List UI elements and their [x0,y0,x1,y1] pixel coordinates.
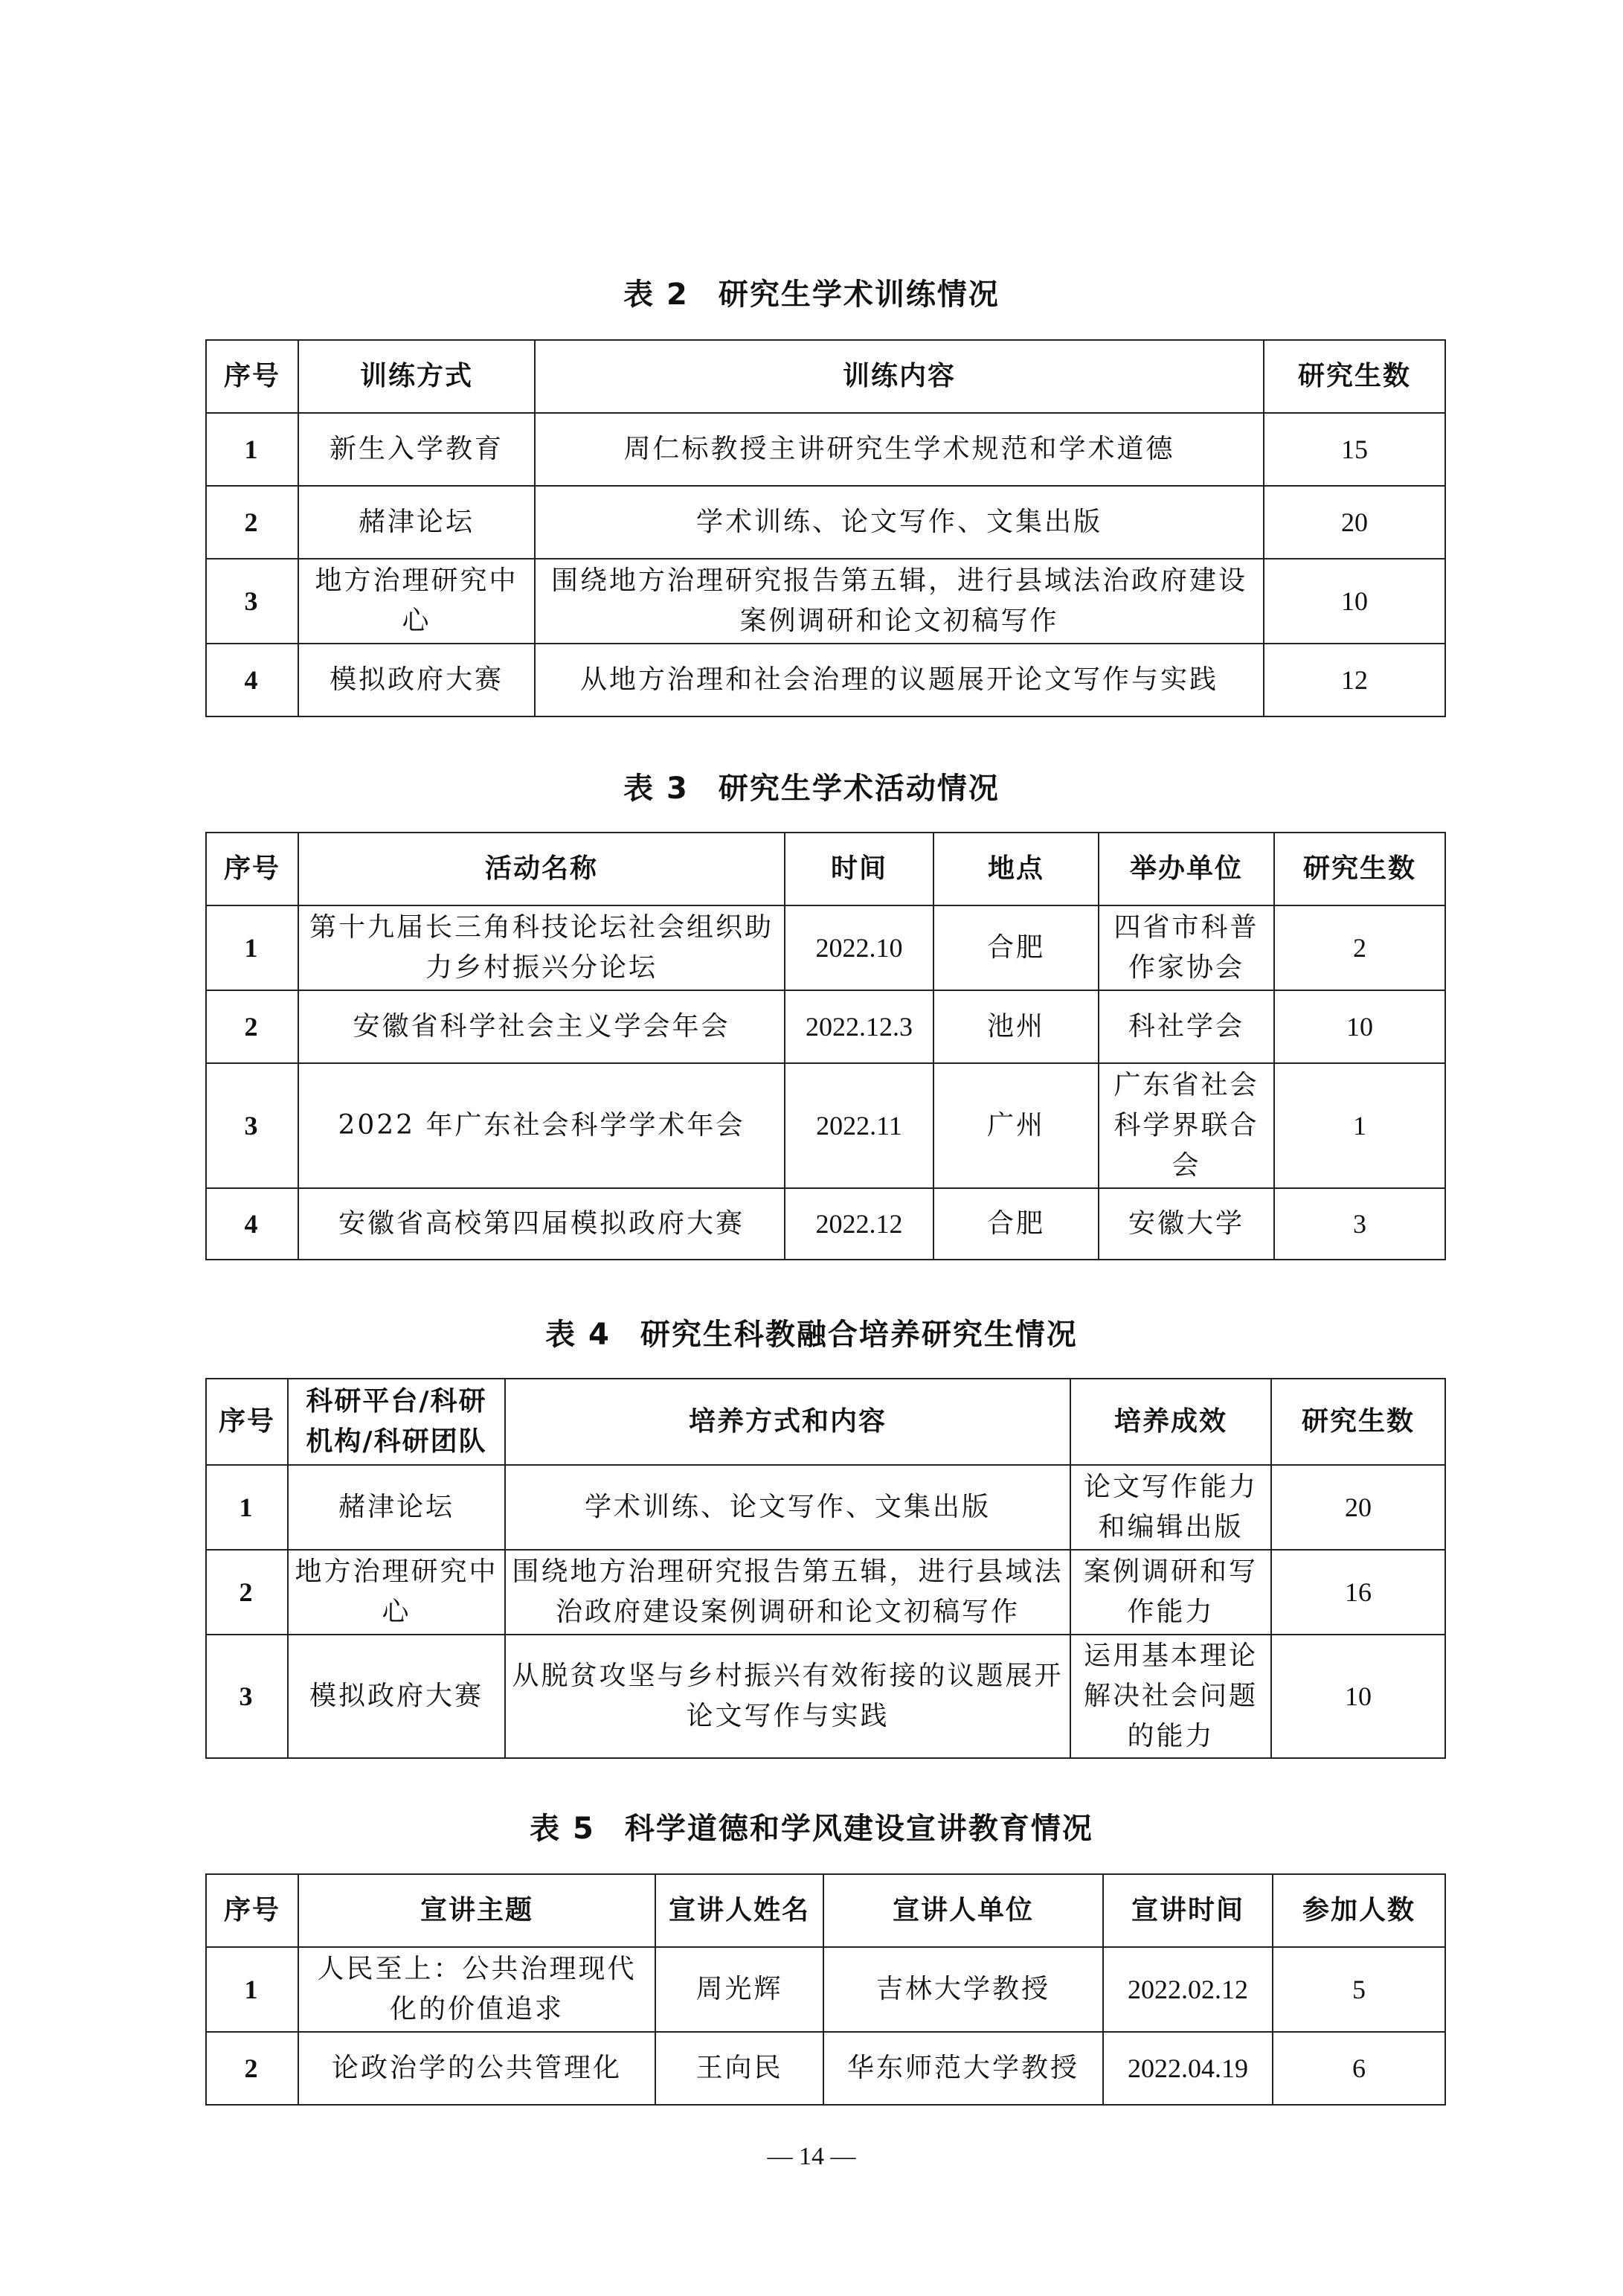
table-cell: 2022.02.12 [1103,1947,1273,2032]
table5-header: 宣讲人单位 [823,1874,1103,1947]
table-cell: 2 [206,2032,298,2105]
table-cell: 华东师范大学教授 [823,2032,1103,2105]
table4-caption-title: 研究生科教融合培养研究生情况 [640,1318,1078,1352]
table-row [206,1947,1445,2032]
table-cell: 1 [1274,1063,1445,1188]
table-cell: 学术训练、论文写作、文集出版 [535,486,1264,559]
table-cell: 合肥 [933,905,1099,990]
table5-caption-title: 科学道德和学风建设宣讲教育情况 [624,1812,1093,1846]
table5-header-row [206,1874,1445,1947]
table-cell: 2022.04.19 [1103,2032,1273,2105]
table2-header: 序号 [206,340,298,413]
table-cell: 围绕地方治理研究报告第五辑，进行县域法治政府建设案例调研和论文初稿写作 [505,1550,1070,1635]
table-cell: 1 [206,1465,288,1550]
table-row [206,486,1445,559]
table-cell: 安徽省高校第四届模拟政府大赛 [298,1188,785,1260]
table-cell: 运用基本理论解决社会问题的能力 [1070,1635,1271,1758]
table5-header: 宣讲主题 [298,1874,655,1947]
table-cell: 1 [206,1947,298,2032]
table-cell: 16 [1271,1550,1445,1635]
table-cell: 安徽大学 [1099,1188,1274,1260]
table2-caption-title: 研究生学术训练情况 [718,278,1000,312]
table-cell: 模拟政府大赛 [288,1635,505,1758]
table-cell: 地方治理研究中心 [298,559,535,644]
table-cell: 第十九届长三角科技论坛社会组织助力乡村振兴分论坛 [298,905,785,990]
table5-caption-number: 表 5 [530,1812,595,1846]
table-cell: 2022.12.3 [785,990,933,1063]
table-cell: 周光辉 [655,1947,823,2032]
table-cell: 3 [206,1063,298,1188]
table-cell: 2022.11 [785,1063,933,1188]
table5-header: 序号 [206,1874,298,1947]
table2 [205,339,1446,717]
table-cell: 10 [1271,1635,1445,1758]
table-cell: 2 [206,486,298,559]
table-row [206,559,1445,644]
table4-header: 序号 [206,1379,288,1465]
table2-caption-number: 表 2 [623,278,689,312]
table-cell: 论文写作能力和编辑出版 [1070,1465,1271,1550]
table4-header: 科研平台/科研机构/科研团队 [288,1379,505,1465]
table2-header: 训练内容 [535,340,1264,413]
table2-caption [0,274,1623,315]
table-cell: 1 [206,905,298,990]
table-cell: 2022.12 [785,1188,933,1260]
table-cell: 1 [206,413,298,486]
table4 [205,1378,1446,1759]
table3-header: 举办单位 [1099,833,1274,905]
table4-header: 研究生数 [1271,1379,1445,1465]
table-cell: 4 [206,644,298,716]
table3-caption-number: 表 3 [623,772,689,806]
table4-header: 培养成效 [1070,1379,1271,1465]
table-cell: 20 [1271,1465,1445,1550]
table5-caption [0,1808,1623,1850]
table-cell: 合肥 [933,1188,1099,1260]
table-row [206,1188,1445,1260]
table2-header: 训练方式 [298,340,535,413]
table-cell: 王向民 [655,2032,823,2105]
table3-caption-title: 研究生学术活动情况 [718,772,1000,806]
table-cell: 3 [206,559,298,644]
table2-header: 研究生数 [1264,340,1445,413]
table-cell: 周仁标教授主讲研究生学术规范和学术道德 [535,413,1264,486]
table3-header: 活动名称 [298,833,785,905]
page-number: — 14 — [767,2143,856,2170]
table-cell: 案例调研和写作能力 [1070,1550,1271,1635]
table-row [206,1465,1445,1550]
table-cell: 3 [206,1635,288,1758]
table5-header: 宣讲时间 [1103,1874,1273,1947]
table-cell: 吉林大学教授 [823,1947,1103,2032]
table-cell: 人民至上：公共治理现代化的价值追求 [298,1947,655,2032]
table-cell: 赭津论坛 [298,486,535,559]
table-cell: 安徽省科学社会主义学会年会 [298,990,785,1063]
table5-header: 宣讲人姓名 [655,1874,823,1947]
table-cell: 四省市科普作家协会 [1099,905,1274,990]
table4-caption [0,1314,1623,1356]
table-cell: 12 [1264,644,1445,716]
table3-header: 序号 [206,833,298,905]
table-cell: 2022.10 [785,905,933,990]
table-cell: 2 [206,990,298,1063]
table-cell: 模拟政府大赛 [298,644,535,716]
table-cell: 5 [1273,1947,1445,2032]
table5 [205,1873,1446,2106]
table4-header-row [206,1379,1445,1465]
table-row [206,413,1445,486]
table-cell: 科社学会 [1099,990,1274,1063]
table-cell: 论政治学的公共管理化 [298,2032,655,2105]
table-row [206,905,1445,990]
table-cell: 从脱贫攻坚与乡村振兴有效衔接的议题展开论文写作与实践 [505,1635,1070,1758]
table-cell: 从地方治理和社会治理的议题展开论文写作与实践 [535,644,1264,716]
table5-header: 参加人数 [1273,1874,1445,1947]
table-cell: 6 [1273,2032,1445,2105]
table3-header-row [206,833,1445,905]
table-cell: 学术训练、论文写作、文集出版 [505,1465,1070,1550]
table-row [206,2032,1445,2105]
table-cell: 新生入学教育 [298,413,535,486]
table3-header: 时间 [785,833,933,905]
table-cell: 池州 [933,990,1099,1063]
table4-header: 培养方式和内容 [505,1379,1070,1465]
table-cell: 10 [1274,990,1445,1063]
table-cell: 2 [206,1550,288,1635]
table-cell: 15 [1264,413,1445,486]
table-row [206,1550,1445,1635]
table-cell: 4 [206,1188,298,1260]
table-cell: 广东省社会科学界联合会 [1099,1063,1274,1188]
table4-caption-number: 表 4 [545,1318,611,1352]
table-row [206,1635,1445,1758]
table3-caption [0,768,1623,809]
table-row [206,1063,1445,1188]
table-cell: 2 [1274,905,1445,990]
table-cell: 围绕地方治理研究报告第五辑，进行县域法治政府建设案例调研和论文初稿写作 [535,559,1264,644]
table-row [206,990,1445,1063]
table-cell: 20 [1264,486,1445,559]
table3-header: 地点 [933,833,1099,905]
table3 [205,832,1446,1260]
table-cell: 10 [1264,559,1445,644]
table3-header: 研究生数 [1274,833,1445,905]
table-cell: 2022 年广东社会科学学术年会 [298,1063,785,1188]
table2-header-row [206,340,1445,413]
table-row [206,644,1445,716]
table-cell: 地方治理研究中心 [288,1550,505,1635]
table-cell: 广州 [933,1063,1099,1188]
table-cell: 赭津论坛 [288,1465,505,1550]
table-cell: 3 [1274,1188,1445,1260]
